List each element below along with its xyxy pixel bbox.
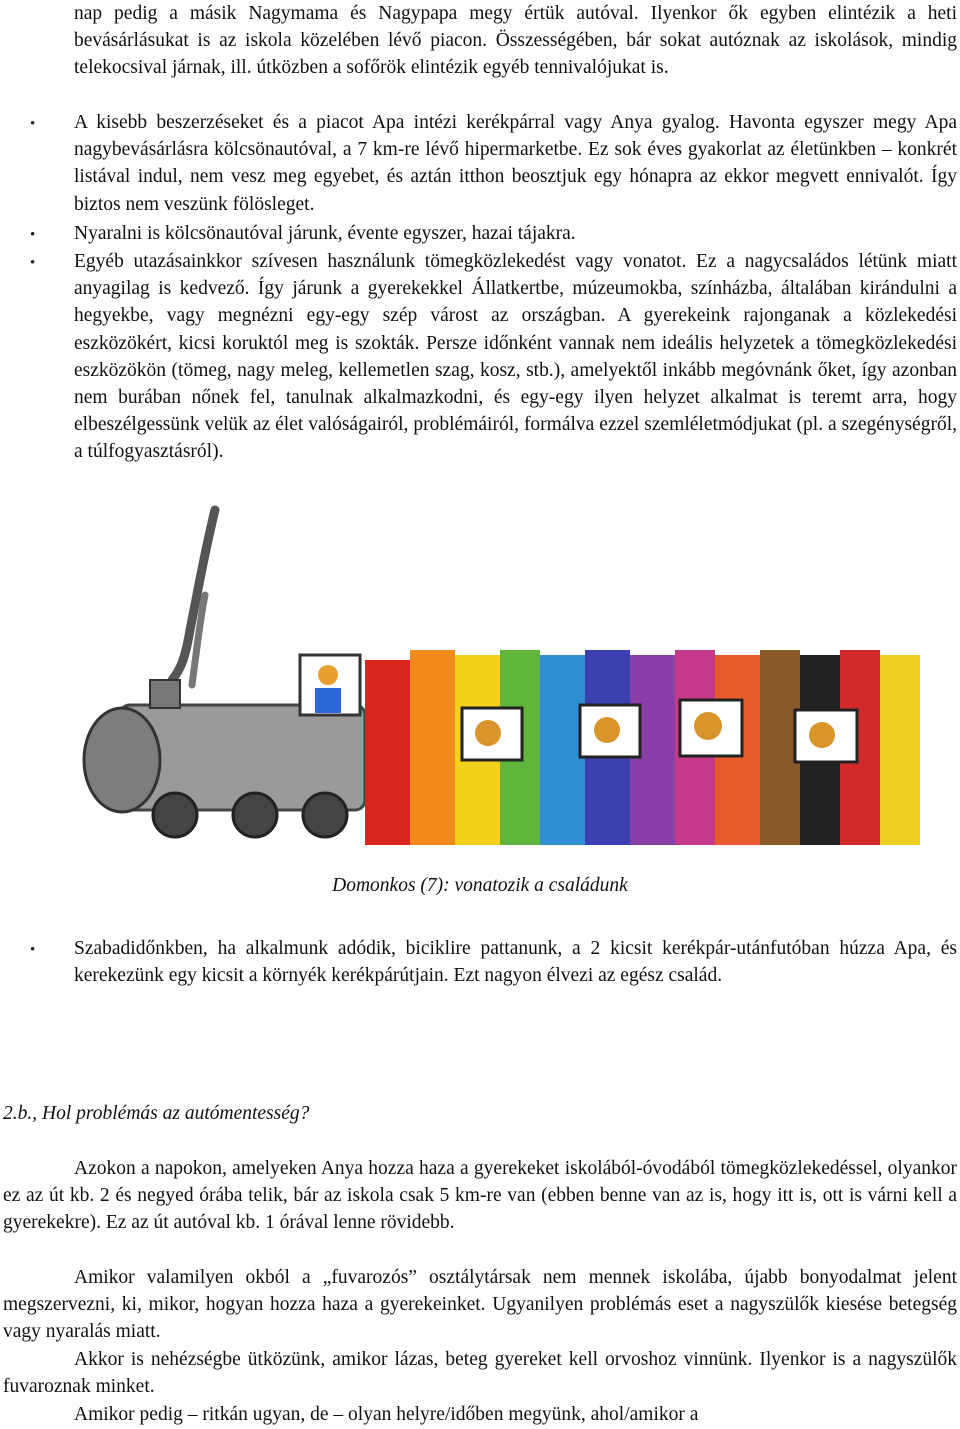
figure-caption: Domonkos (7): vonatozik a családunk: [332, 875, 628, 896]
paragraph: Amikor valamilyen okból a „fuvarozós” osztálytársak nem mennek iskolába, újabb bonyodalmat jelent megszervezni, ki, mikor, hogyan hozza haza a gyerekeinket. Ugyanilyen problémás eset a nagyszülők kiesése betegség vagy nyaralás miatt.: [3, 1267, 957, 1343]
bullet-item-shopping: A kisebb beszerzéseket és a piacot Apa intézi kerékpárral vagy Anya gyalog. Havonta egyszer megy Apa nagybevásárlásra kölcsönautóval, a 7 km-re lévő hipermarketbe. Ez sok éves gyakorlat az életünkben – konkrét listával indul, nem vesz meg egyebet, és aztán itthon beosztjuk egy hónapra az ekkor megvett ennivalót. Így biztos nem veszünk fölösleget.: [74, 112, 957, 215]
paragraph: Amikor pedig – ritkán ugyan, de – olyan helyre/időben megyünk, ahol/amikor a: [74, 1404, 699, 1425]
train-drawing-icon: [0, 490, 960, 860]
section-heading: 2.b., Hol problémás az autómentesség?: [3, 1103, 310, 1124]
bullet-item-cycling: Szabadidőnkben, ha alkalmunk adódik, biciklire pattanunk, a 2 kicsit kerékpár-utánfutóban húzza Apa, és kerekezünk egy kicsit a környék kerékpárútjain. Ezt nagyon élvezi az egész család.: [74, 938, 957, 987]
intro-paragraph: nap pedig a másik Nagymama és Nagypapa megy értük autóval. Ilyenkor ők egyben elintézik a heti bevásárlásukat is az iskola közelében lévő piacon. Összességében, bár sokat autóznak az iskolások, mindig telekocsival járnak, ill. útközben a sofőrök elintézik egyéb tennivalójukat is.: [74, 3, 957, 79]
bullet-marker: •: [30, 942, 36, 958]
bullet-marker: •: [30, 227, 36, 243]
bullet-marker: •: [30, 116, 36, 132]
bullet-item-holiday: Nyaralni is kölcsönautóval járunk, évente egyszer, hazai tájakra.: [74, 223, 576, 244]
bullet-item-public-transport: Egyéb utazásainkkor szívesen használunk tömegközlekedést vagy vonatot. Ez a nagycsaládos létünk miatt anyagilag is kedvező. Így járunk a gyerekekkel Állatkertbe, múzeumokba, színházba, általában kirándulni a hegyekbe, vagy megnézni egy-egy szép várost az országban. A gyerekeink rajonganak a közlekedési eszközökért, kicsi koruktól meg is szokták. Persze időnként vannak nem ideális helyzetek a tömegközlekedési eszközökön (tömeg, nagy meleg, kellemetlen szag, kosz, stb.), amelyektől inkább megóvnánk őket, így azonban nem burában nőnek fel, tanulnak alkalmazkodni, és egy-egy ilyen helyzet alkalmat is teremt arra, hogy elbeszélgessünk velük az élet valóságairól, problémáiról, formálva ezzel szemléletmódjukat (pl. a szegénységről, a túlfogyasztásról).: [74, 251, 957, 463]
paragraph: Akkor is nehézségbe ütközünk, amikor lázas, beteg gyereket kell orvoshoz vinnünk. Ilyenkor is a nagyszülők fuvaroznak minket.: [3, 1349, 957, 1398]
paragraph: Azokon a napokon, amelyeken Anya hozza haza a gyerekeket iskolából-óvodából tömegközlekedéssel, olyankor ez az út kb. 2 és negyed órába telik, bár az iskola csak 5 km-re van (ebben benne van az is, hogy itt is, ott is várni kell a gyerekekre). Ez az út autóval kb. 1 órával lenne rövidebb.: [3, 1158, 957, 1234]
bullet-marker: •: [30, 255, 36, 271]
